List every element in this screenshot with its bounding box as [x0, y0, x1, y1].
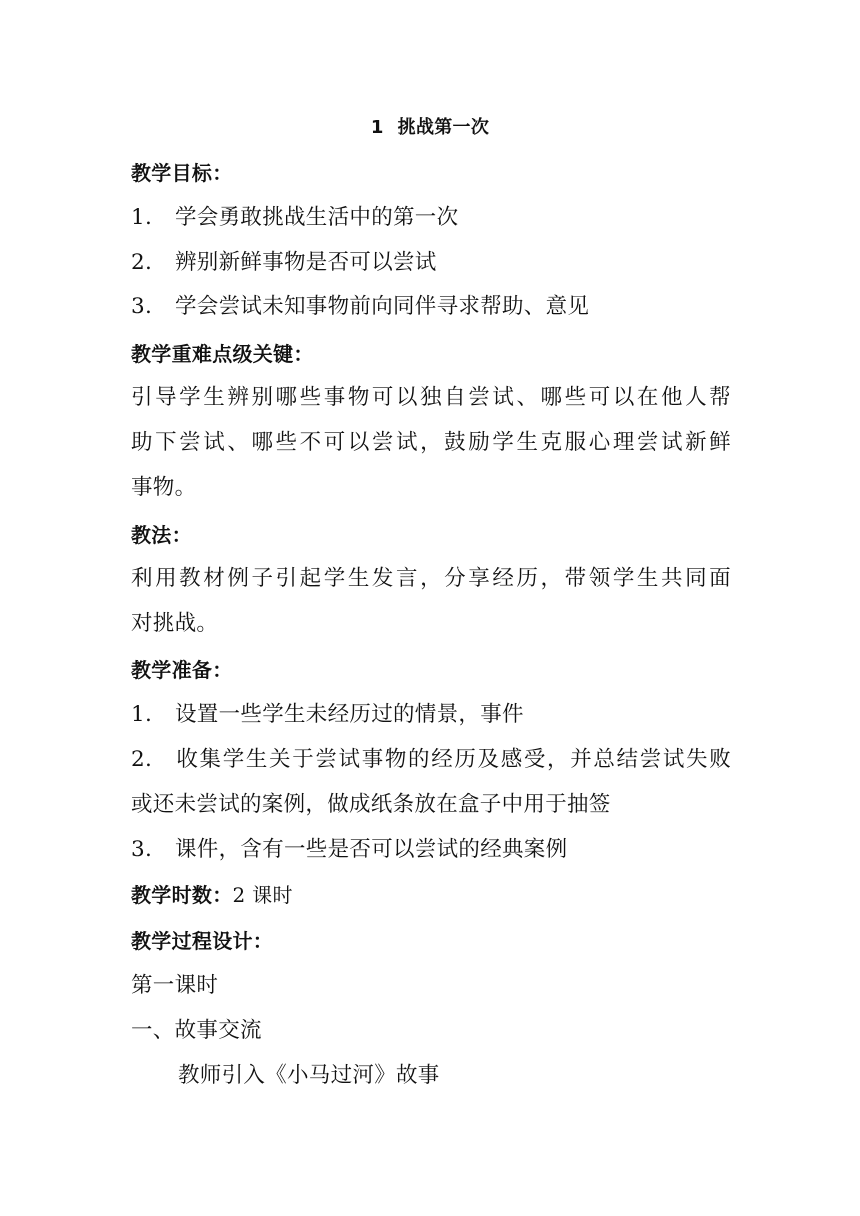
- goal-item-3: [131, 292, 731, 322]
- goal-item-text: 学会尝试未知事物前向同伴寻求帮助、意见: [175, 294, 590, 319]
- method-line-2: 对挑战。: [131, 611, 219, 636]
- prep-item-text: 课件，含有一些是否可以尝试的经典案例: [175, 837, 568, 862]
- lesson-label: 第一课时: [131, 973, 219, 998]
- goal-item-number: 3.: [131, 294, 153, 319]
- key-points-heading: 教学重难点级关键：: [131, 342, 314, 366]
- prep-item-1: [131, 700, 731, 730]
- hours-value: 2 课时: [232, 883, 293, 907]
- prep-item-number: 3.: [131, 837, 153, 862]
- goal-item-2: [131, 248, 731, 278]
- prep-heading: 教学准备：: [131, 658, 233, 682]
- document-title: [0, 113, 860, 143]
- goal-item-number: 2.: [131, 250, 153, 275]
- section-intro: 教师引入《小马过河》故事: [178, 1063, 440, 1088]
- method-line-1: 利用教材例子引起学生发言，分享经历，带领学生共同面: [131, 566, 731, 591]
- key-points-line-1: 引导学生辨别哪些事物可以独自尝试、哪些可以在他人帮: [131, 385, 731, 410]
- key-points-line-2: 助下尝试、哪些不可以尝试，鼓励学生克服心理尝试新鲜: [131, 430, 731, 455]
- goals-heading: 教学目标：: [131, 161, 233, 185]
- prep-item-2: [131, 745, 731, 775]
- hours-line: [131, 880, 731, 910]
- title-number: 1: [370, 117, 384, 138]
- goal-item-text: 学会勇敢挑战生活中的第一次: [175, 205, 459, 230]
- method-heading: 教法：: [131, 523, 192, 547]
- goal-item-1: [131, 203, 731, 233]
- prep-item-text: 收集学生关于尝试事物的经历及感受，并总结尝试失败: [175, 747, 731, 772]
- section-title: 一、故事交流: [131, 1018, 262, 1043]
- title-text: 挑战第一次: [397, 117, 490, 138]
- goal-item-number: 1.: [131, 205, 153, 230]
- prep-item-3: [131, 835, 731, 865]
- hours-label: 教学时数：: [131, 883, 233, 907]
- prep-item-text: 设置一些学生未经历过的情景，事件: [175, 702, 524, 727]
- prep-item-number: 1.: [131, 702, 153, 727]
- process-heading: 教学过程设计：: [131, 929, 274, 953]
- goal-item-text: 辨别新鲜事物是否可以尝试: [175, 250, 437, 275]
- prep-item-number: 2.: [131, 747, 153, 772]
- prep-item-2-continued: 或还未尝试的案例，做成纸条放在盒子中用于抽签: [131, 792, 611, 817]
- key-points-line-3: 事物。: [131, 475, 197, 500]
